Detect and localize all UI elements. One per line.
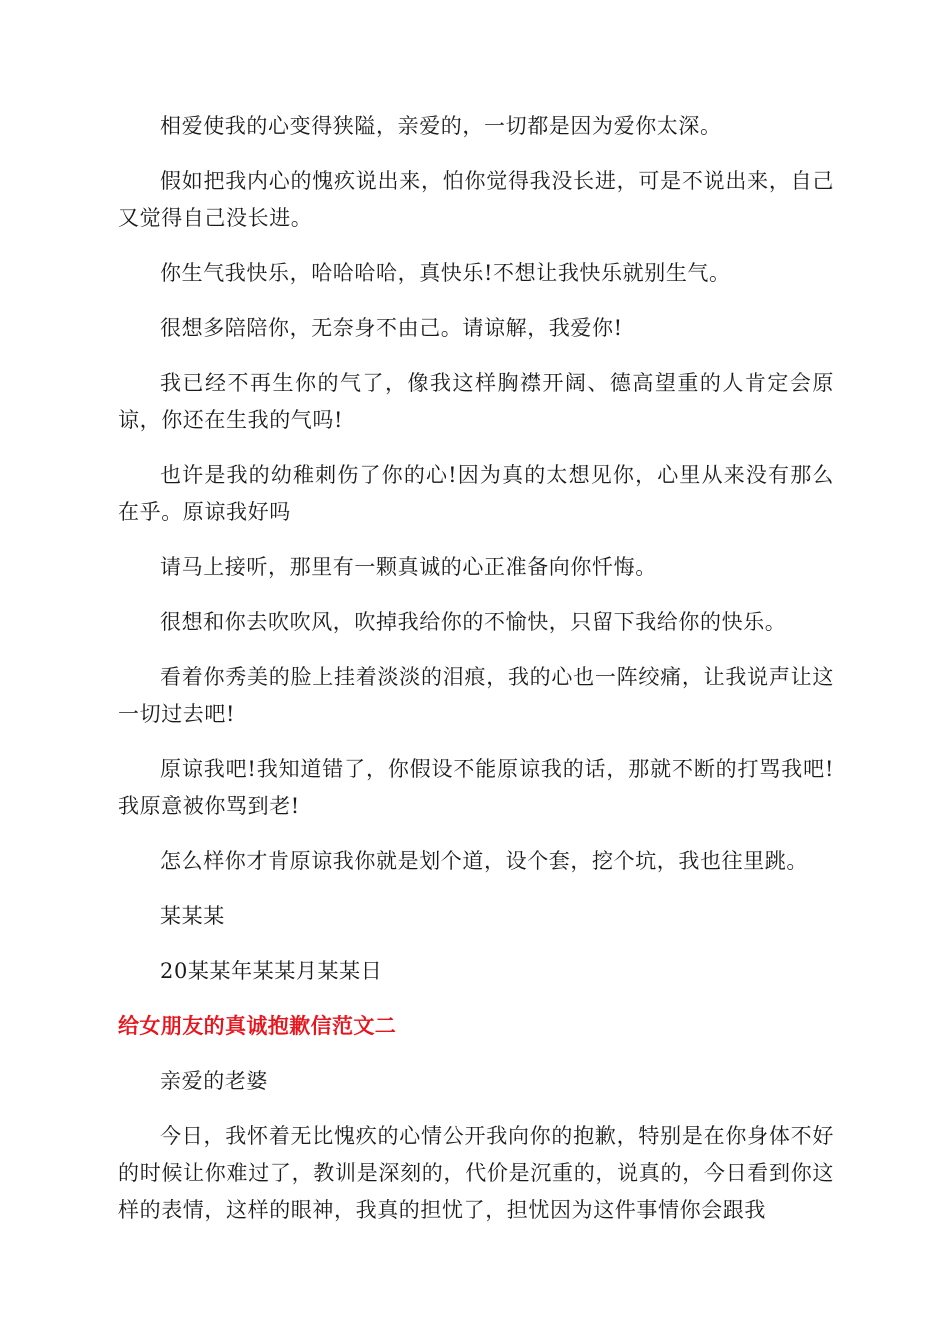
- paragraph: 假如把我内心的愧疚说出来，怕你觉得我没长进，可是不说出来，自己又觉得自己没长进。: [118, 169, 834, 230]
- paragraph: 相爱使我的心变得狭隘，亲爱的，一切都是因为爱你太深。: [160, 114, 722, 138]
- paragraph: 今日，我怀着无比愧疚的心情公开我向你的抱歉，特别是在你身体不好的时候让你难过了，教训是深刻的，代价是沉重的，说真的，今日看到你这样的表情，这样的眼神，我真的担忧了，担忧因为这件事情你会跟我: [118, 1124, 834, 1222]
- signature: 某某某: [160, 904, 225, 928]
- paragraph: 也许是我的幼稚刺伤了你的心!因为真的太想见你，心里从来没有那么在乎。原谅我好吗: [118, 463, 834, 524]
- letter-date: 20某某年某某月某某日: [160, 959, 383, 983]
- salutation: 亲爱的老婆: [160, 1069, 268, 1093]
- section-heading: 给女朋友的真诚抱歉信范文二: [118, 1014, 397, 1038]
- paragraph: 原谅我吧!我知道错了，你假设不能原谅我的话，那就不断的打骂我吧!我原意被你骂到老!: [118, 757, 834, 818]
- paragraph: 怎么样你才肯原谅我你就是划个道，设个套，挖个坑，我也往里跳。: [160, 849, 808, 873]
- paragraph: 我已经不再生你的气了，像我这样胸襟开阔、德高望重的人肯定会原谅，你还在生我的气吗!: [118, 371, 834, 432]
- paragraph: 很想和你去吹吹风，吹掉我给你的不愉快，只留下我给你的快乐。: [160, 610, 787, 634]
- document-body: [118, 108, 834, 1247]
- paragraph: 很想多陪陪你，无奈身不由己。请谅解，我爱你!: [160, 316, 623, 340]
- paragraph: 请马上接听，那里有一颗真诚的心正准备向你忏悔。: [160, 555, 657, 579]
- paragraph: 你生气我快乐，哈哈哈哈，真快乐!不想让我快乐就别生气。: [160, 261, 731, 285]
- paragraph: 看着你秀美的脸上挂着淡淡的泪痕，我的心也一阵绞痛，让我说声让这一切过去吧!: [118, 665, 834, 726]
